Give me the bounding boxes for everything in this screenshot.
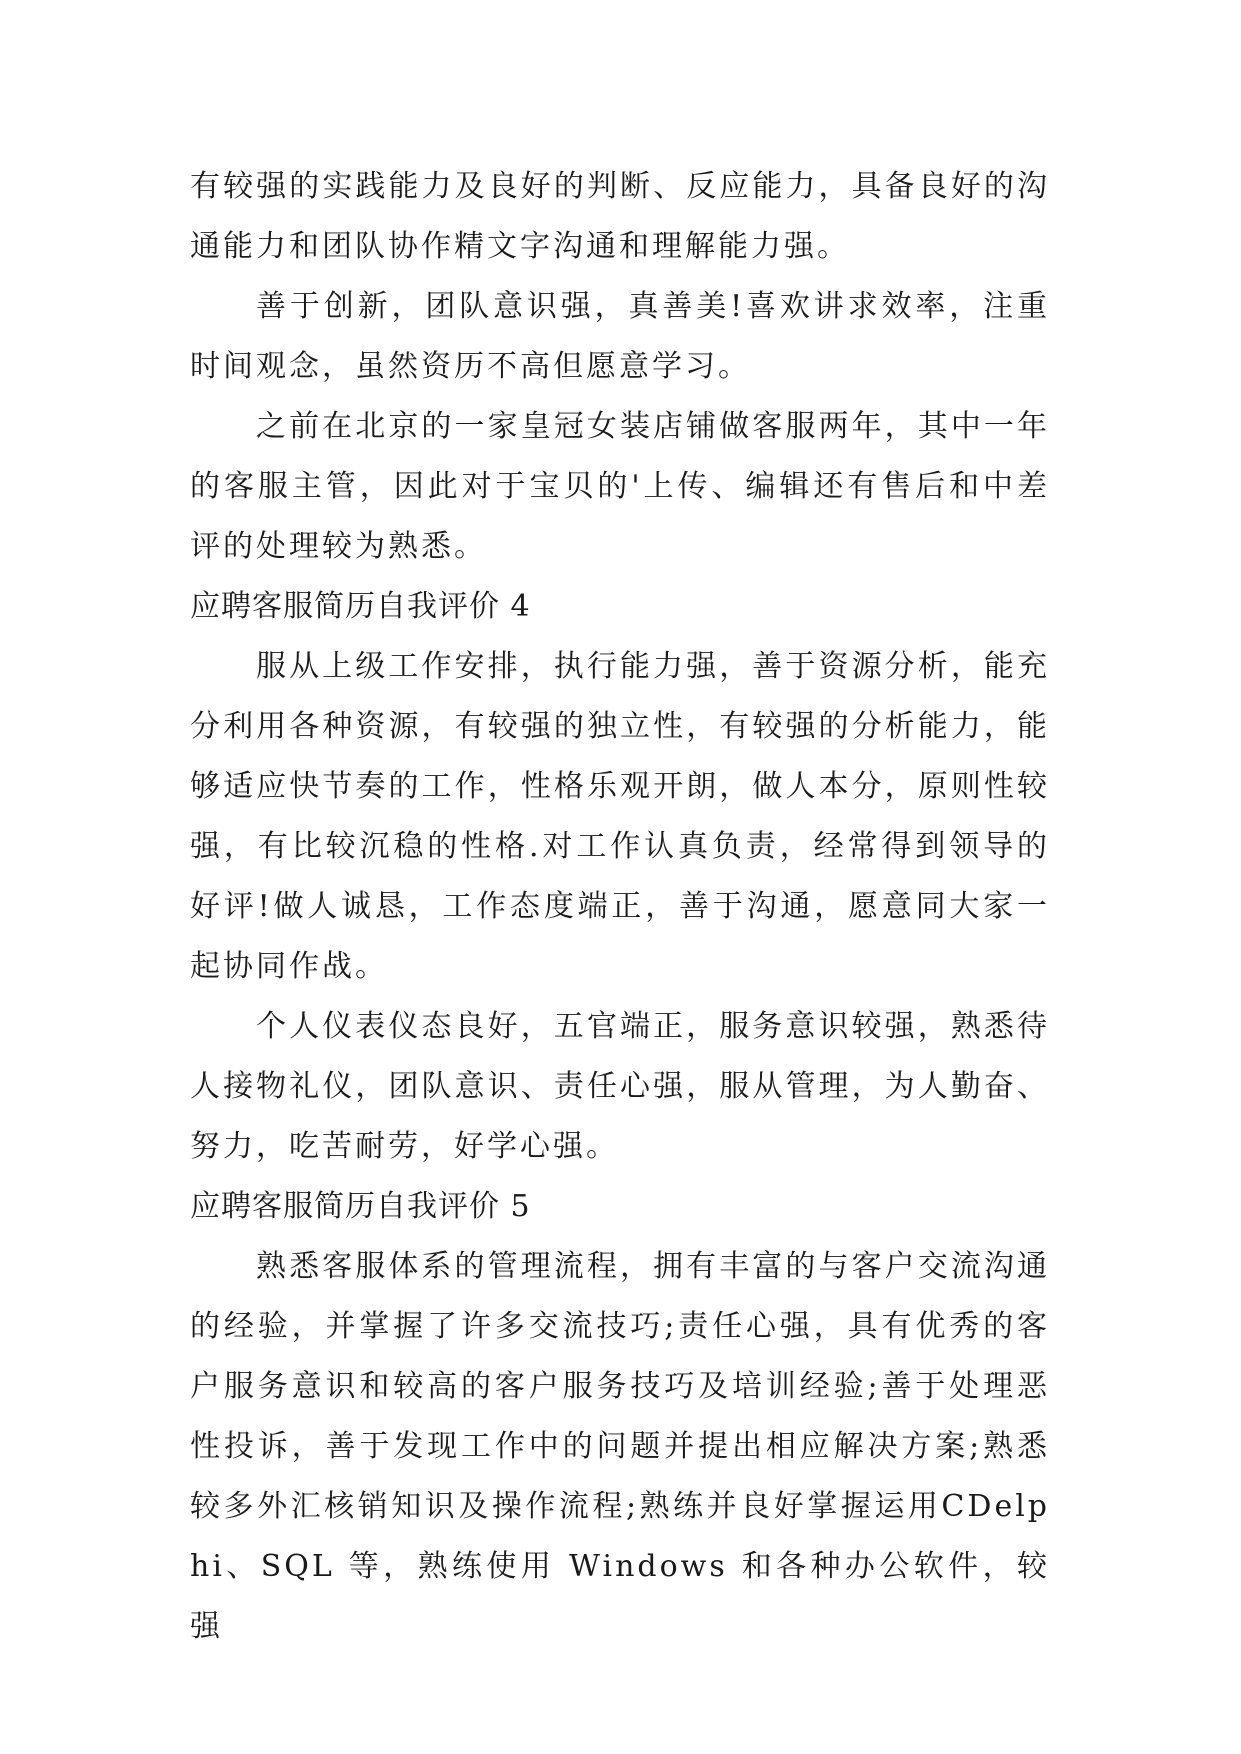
paragraph: 个人仪表仪态良好，五官端正，服务意识较强，熟悉待人接物礼仪，团队意识、责任心强，服从管理，为人勤奋、努力，吃苦耐劳，好学心强。 bbox=[190, 1009, 1050, 1164]
section-heading: 应聘客服简历自我评价 4 bbox=[190, 589, 531, 624]
paragraph-continued: 有较强的实践能力及良好的判断、反应能力，具备良好的沟通能力和团队协作精文字沟通和理解能力强。 bbox=[190, 169, 1050, 264]
section-heading: 应聘客服简历自我评价 5 bbox=[190, 1189, 531, 1224]
paragraph: 服从上级工作安排，执行能力强，善于资源分析，能充分利用各种资源，有较强的独立性，有较强的分析能力，能够适应快节奏的工作，性格乐观开朗，做人本分，原则性较强，有比较沉稳的性格.对工作认真负责，经常得到领导的好评!做人诚恳，工作态度端正，善于沟通，愿意同大家一起协同作战。 bbox=[190, 649, 1050, 984]
paragraph: 善于创新，团队意识强，真善美!喜欢讲求效率，注重时间观念，虽然资历不高但愿意学习。 bbox=[190, 289, 1050, 384]
paragraph: 熟悉客服体系的管理流程，拥有丰富的与客户交流沟通的经验，并掌握了许多交流技巧;责任心强，具有优秀的客户服务意识和较高的客户服务技巧及培训经验;善于处理恶性投诉，善于发现工作中的问题并提出相应解决方案;熟悉较多外汇核销知识及操作流程;熟练并良好掌握运用CDelphi、SQL 等，熟练使用 Windows 和各种办公软件，较强 bbox=[190, 1249, 1050, 1644]
paragraph: 之前在北京的一家皇冠女装店铺做客服两年，其中一年的客服主管，因此对于宝贝的'上传、编辑还有售后和中差评的处理较为熟悉。 bbox=[190, 409, 1050, 564]
document-body bbox=[190, 157, 1050, 1657]
